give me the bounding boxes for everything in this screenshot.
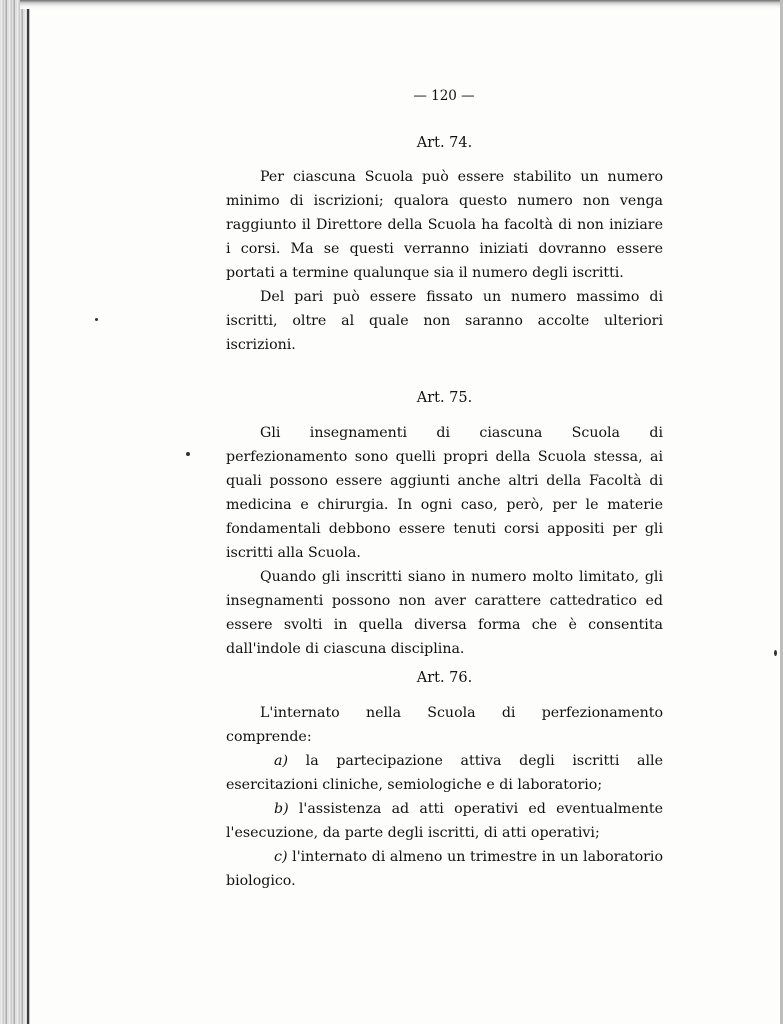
list-item-text: l'internato di almeno un trimestre in un laboratorio biologico. xyxy=(226,849,663,889)
article-74-body xyxy=(226,165,663,357)
article-heading-74: Art. 74. xyxy=(416,135,473,151)
list-letter: a) xyxy=(274,753,288,769)
paragraph: Del pari può essere fissato un numero massimo di iscritti, oltre al quale non saranno accolte ulteriori iscrizioni. xyxy=(226,289,663,353)
paragraph: Quando gli inscritti siano in numero molto limitato, gli insegnamenti possono non aver carattere cattedratico ed essere svolti in quella diversa forma che è consentita dall'indole di ciascuna disciplina. xyxy=(226,569,663,657)
list-item-b xyxy=(226,797,663,845)
list-item-a xyxy=(226,749,663,797)
scan-speck xyxy=(186,452,190,456)
list-item-c xyxy=(226,845,663,893)
list-letter: b) xyxy=(274,801,289,817)
article-75-body xyxy=(226,421,663,661)
scan-speck xyxy=(95,318,98,321)
book-binding xyxy=(0,0,30,1024)
paragraph: Gli insegnamenti di ciascuna Scuola di perfezionamento sono quelli propri della Scuola stessa, ai quali possono essere aggiunti anche altri della Facoltà di medicina e chirurgia. In ogni caso, però, per le materie fondamentali debbono essere tenuti corsi appositi per gli iscritti alla Scuola. xyxy=(226,425,663,561)
page-number: — 120 — xyxy=(413,88,475,104)
binding-edge-line xyxy=(27,0,29,1024)
article-heading-76: Art. 76. xyxy=(416,670,473,686)
scan-speck xyxy=(774,650,777,656)
list-letter: c) xyxy=(274,849,288,865)
paragraph: L'internato nella Scuola di perfezionamento comprende: xyxy=(226,705,663,745)
paragraph: Per ciascuna Scuola può essere stabilito un numero minimo di iscrizioni; qualora questo numero non venga raggiunto il Direttore della Scuola ha facoltà di non iniziare i corsi. Ma se questi verranno iniziati dovranno essere portati a termine qualunque sia il numero degli iscritti. xyxy=(226,169,663,281)
list-item-text: l'assistenza ad atti operativi ed eventualmente l'esecuzione, da parte degli iscritti, di atti operativi; xyxy=(226,801,663,841)
article-heading-75: Art. 75. xyxy=(416,390,473,406)
list-item-text: la partecipazione attiva degli iscritti alle esercitazioni cliniche, semiologiche e di laboratorio; xyxy=(226,753,663,793)
article-76-body xyxy=(226,701,663,893)
top-page-edge xyxy=(20,0,783,9)
